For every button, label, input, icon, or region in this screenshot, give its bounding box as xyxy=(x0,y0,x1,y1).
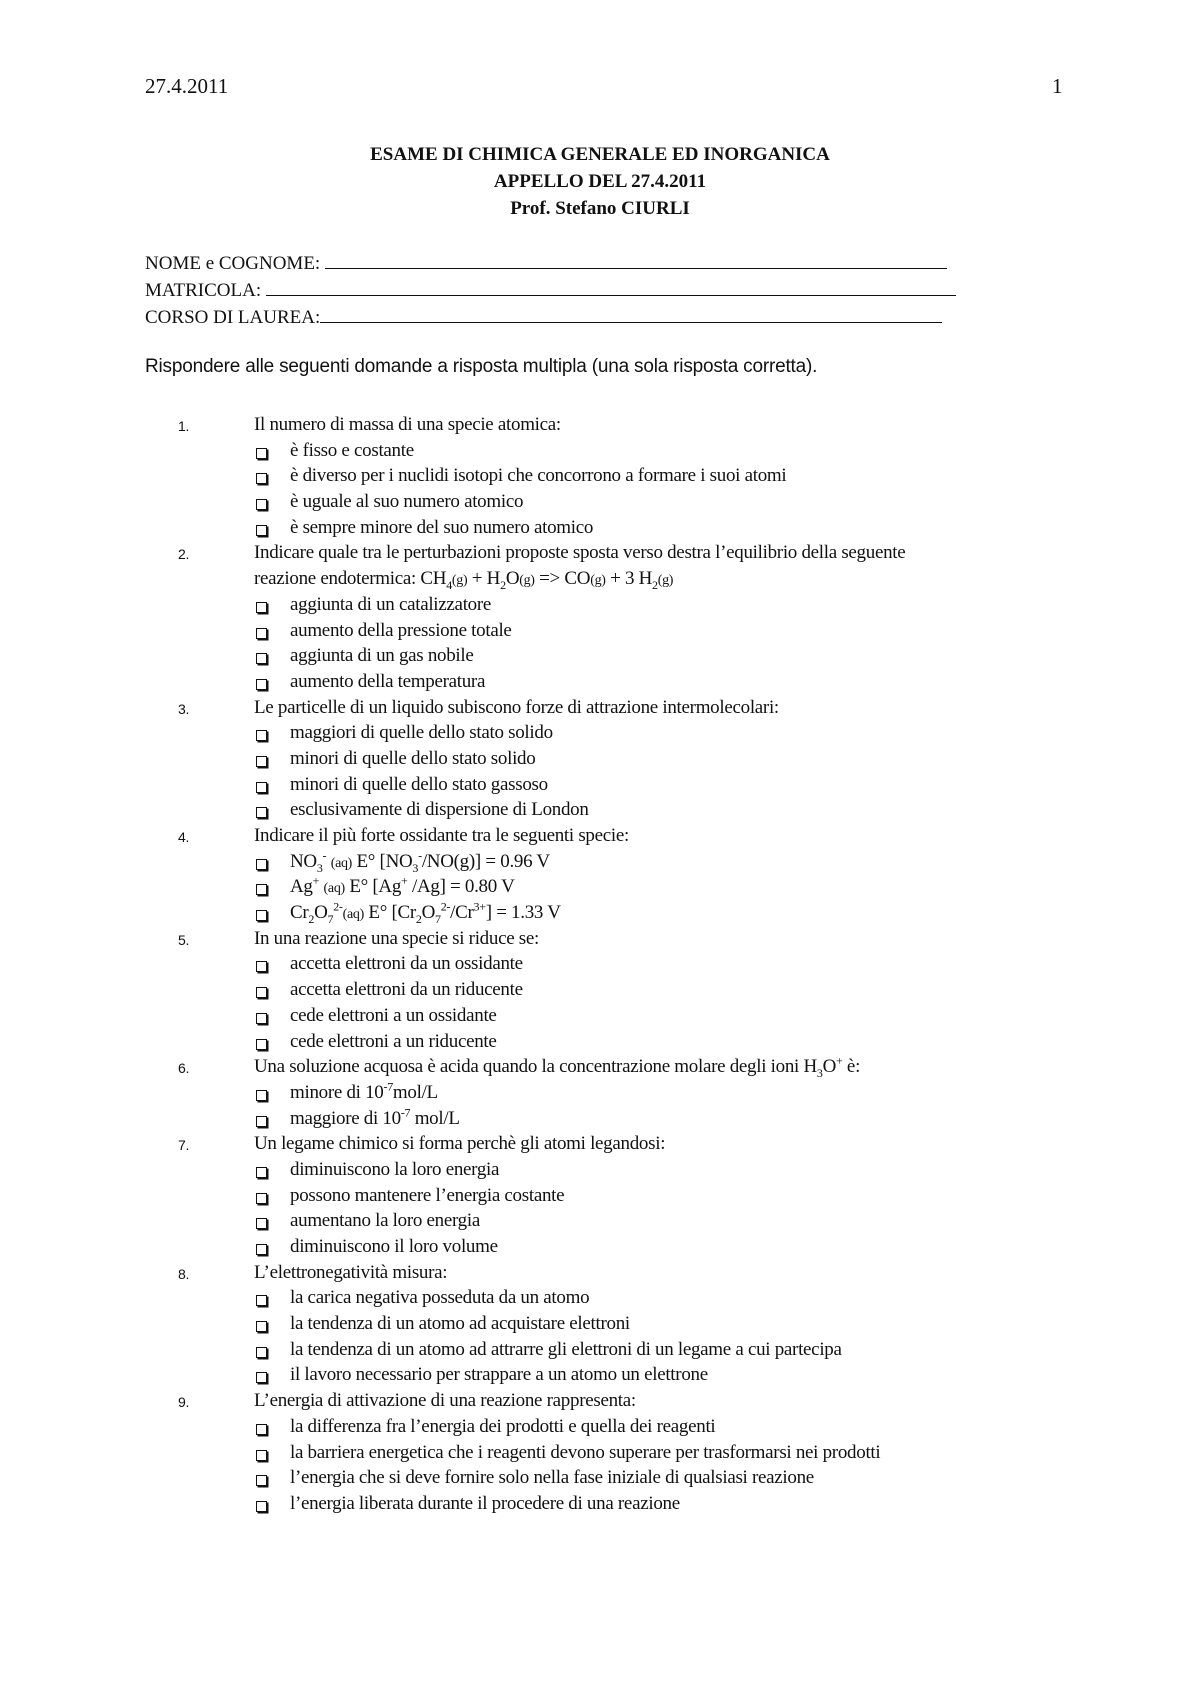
name-field[interactable] xyxy=(145,250,947,277)
answer-option[interactable] xyxy=(0,1493,1200,1519)
checkbox-icon[interactable] xyxy=(256,1039,267,1050)
answer-option-text: minore di $10^{-7}mol/L$ xyxy=(290,1079,438,1103)
answer-option-text: la differenza fra l’energia dei prodotti e quella dei reagenti xyxy=(290,1415,716,1437)
checkbox-icon[interactable] xyxy=(256,987,267,998)
question-text: Una soluzione acquosa è acida quando la concentrazione molare degli ioni $H_3O^+$ è: xyxy=(254,1053,861,1080)
instructions: Rispondere alle seguenti domande a risposta multipla (una sola risposta corretta). xyxy=(145,356,818,377)
exam-session: APPELLO DEL 27.4.2011 xyxy=(493,171,707,192)
answer-option-text: maggiore di $10^{-7}$ mol/L xyxy=(290,1105,460,1129)
answer-option-text: accetta elettroni da un ossidante xyxy=(290,953,523,975)
answer-option[interactable] xyxy=(0,1313,1200,1339)
answer-option-text: $NO_3^-$ (aq) E° $[NO_3^-/NO(g)] = 0.96$ V xyxy=(290,848,550,875)
answer-option[interactable] xyxy=(0,1467,1200,1493)
question-7 xyxy=(0,1133,1200,1159)
question-1 xyxy=(0,414,1200,440)
answer-option-text: cede elettroni a un ossidante xyxy=(290,1004,497,1026)
question-text: In una reazione una specie si riduce se: xyxy=(254,927,540,949)
answer-option[interactable] xyxy=(0,491,1200,517)
question-5 xyxy=(0,928,1200,954)
answer-option[interactable] xyxy=(0,1031,1200,1057)
checkbox-icon[interactable] xyxy=(256,859,267,870)
answer-option-text: è diverso per i nuclidi isotopi che concorrono a formare i suoi atomi xyxy=(290,465,787,487)
answer-option[interactable] xyxy=(0,748,1200,774)
checkbox-icon[interactable] xyxy=(256,499,267,510)
question-text: Indicare il più forte ossidante tra le seguenti specie: xyxy=(254,825,629,846)
answer-option[interactable] xyxy=(0,1339,1200,1365)
answer-option-text: la barriera energetica che i reagenti devono superare per trasformarsi nei prodotti xyxy=(290,1441,881,1463)
checkbox-icon[interactable] xyxy=(256,1244,267,1255)
answer-option[interactable] xyxy=(0,1416,1200,1442)
checkbox-icon[interactable] xyxy=(256,679,267,690)
answer-option-text: diminuiscono la loro energia xyxy=(290,1158,500,1180)
checkbox-icon[interactable] xyxy=(256,910,267,921)
answer-option[interactable] xyxy=(0,1210,1200,1236)
question-number: 7. xyxy=(178,1137,190,1154)
question-number: 3. xyxy=(178,700,190,717)
checkbox-icon[interactable] xyxy=(256,602,267,613)
answer-option[interactable] xyxy=(0,465,1200,491)
checkbox-icon[interactable] xyxy=(256,884,267,895)
checkbox-icon[interactable] xyxy=(256,756,267,767)
answer-option[interactable] xyxy=(0,645,1200,671)
answer-option[interactable] xyxy=(0,1105,1200,1134)
question-text: Indicare quale tra le perturbazioni proposte sposta verso destra l’equilibrio della seguente xyxy=(254,542,906,564)
answer-option[interactable] xyxy=(0,1442,1200,1468)
answer-option-text: aggiunta di un gas nobile xyxy=(290,645,474,667)
question-text-continued xyxy=(0,568,1200,594)
checkbox-icon[interactable] xyxy=(256,1321,267,1332)
answer-option-text: aumentano la loro energia xyxy=(290,1210,480,1232)
question-number: 2. xyxy=(178,546,190,563)
answer-option[interactable] xyxy=(0,979,1200,1005)
answer-option[interactable] xyxy=(0,1159,1200,1185)
student-id-field[interactable] xyxy=(145,277,956,304)
checkbox-icon[interactable] xyxy=(256,782,267,793)
answer-option-text: aggiunta di un catalizzatore xyxy=(290,593,492,615)
question-2 xyxy=(0,542,1200,568)
answer-option-text: l’energia liberata durante il procedere di una reazione xyxy=(290,1492,680,1514)
question-text: Il numero di massa di una specie atomica: xyxy=(254,414,561,435)
question-number: 9. xyxy=(178,1394,190,1411)
question-number: 1. xyxy=(178,418,190,434)
checkbox-icon[interactable] xyxy=(256,1295,267,1306)
name-field-label: NOME e COGNOME: xyxy=(145,253,325,274)
question-number: 6. xyxy=(178,1060,190,1077)
checkbox-icon[interactable] xyxy=(256,807,267,818)
answer-option[interactable] xyxy=(0,1287,1200,1313)
checkbox-icon[interactable] xyxy=(256,1501,267,1512)
answer-option-text: esclusivamente di dispersione di London xyxy=(290,799,589,821)
question-9 xyxy=(0,1390,1200,1416)
checkbox-icon[interactable] xyxy=(256,1013,267,1024)
checkbox-icon[interactable] xyxy=(256,1475,267,1486)
answer-option-text: la tendenza di un atomo ad attrarre gli elettroni di un legame a cui partecipa xyxy=(290,1338,842,1360)
checkbox-icon[interactable] xyxy=(256,1424,267,1435)
answer-option[interactable] xyxy=(0,953,1200,979)
answer-option-text: aumento della temperatura xyxy=(290,670,486,692)
name-field-line xyxy=(325,251,947,269)
checkbox-icon[interactable] xyxy=(256,653,267,664)
question-text: Un legame chimico si forma perchè gli atomi legandosi: xyxy=(254,1133,666,1155)
page-number: 1 xyxy=(1052,74,1063,98)
answer-option[interactable] xyxy=(0,1364,1200,1390)
header-date: 27.4.2011 xyxy=(145,74,229,98)
answer-option-text: la carica negativa posseduta da un atomo xyxy=(290,1287,590,1309)
answer-option-text: cede elettroni a un riducente xyxy=(290,1030,497,1052)
checkbox-icon[interactable] xyxy=(256,1347,267,1358)
answer-option[interactable] xyxy=(0,1185,1200,1211)
question-text-line: reazione endotermica: $CH_4(g) + H_2O(g) => CO(g) + 3$ $H_2(g)$ xyxy=(254,568,674,592)
answer-option-text: minori di quelle dello stato gassoso xyxy=(290,773,548,795)
checkbox-icon[interactable] xyxy=(256,1090,267,1101)
answer-option-text: è fisso e costante xyxy=(290,439,414,461)
checkbox-icon[interactable] xyxy=(256,730,267,741)
checkbox-icon[interactable] xyxy=(256,1116,267,1127)
checkbox-icon[interactable] xyxy=(256,1218,267,1229)
exam-title: ESAME DI CHIMICA GENERALE ED INORGANICA xyxy=(370,144,830,165)
question-text: Le particelle di un liquido subiscono forze di attrazione intermolecolari: xyxy=(254,696,779,718)
checkbox-icon[interactable] xyxy=(256,1167,267,1178)
answer-option-text: l’energia che si deve fornire solo nella fase iniziale di qualsiasi reazione xyxy=(290,1467,814,1489)
question-3 xyxy=(0,697,1200,723)
checkbox-icon[interactable] xyxy=(256,961,267,972)
answer-option-text: accetta elettroni da un riducente xyxy=(290,979,523,1001)
checkbox-icon[interactable] xyxy=(256,1450,267,1461)
degree-course-field[interactable] xyxy=(145,304,942,331)
degree-course-field-label: CORSO DI LAUREA: xyxy=(145,307,321,328)
degree-course-field-line xyxy=(320,305,942,323)
student-id-field-line xyxy=(266,278,956,296)
answer-option-text: Ag+ (aq) E° [Ag+ /Ag] = 0.80 V xyxy=(290,874,515,898)
answer-option[interactable] xyxy=(0,1079,1200,1108)
professor-name: Prof. Stefano CIURLI xyxy=(510,198,690,219)
answer-option[interactable] xyxy=(0,899,1200,928)
answer-option-text: è sempre minore del suo numero atomico xyxy=(290,516,594,538)
answer-option[interactable] xyxy=(0,848,1200,877)
question-number: 4. xyxy=(178,829,190,845)
question-8 xyxy=(0,1262,1200,1288)
checkbox-icon[interactable] xyxy=(256,1372,267,1383)
checkbox-icon[interactable] xyxy=(256,448,267,459)
answer-option[interactable] xyxy=(0,774,1200,800)
answer-option[interactable] xyxy=(0,517,1200,543)
checkbox-icon[interactable] xyxy=(256,525,267,536)
answer-option[interactable] xyxy=(0,1005,1200,1031)
answer-option-text: minori di quelle dello stato solido xyxy=(290,747,536,769)
answer-option-text: è uguale al suo numero atomico xyxy=(290,491,524,513)
checkbox-icon[interactable] xyxy=(256,1193,267,1204)
answer-option-text: maggiori di quelle dello stato solido xyxy=(290,722,553,744)
answer-option-text: $Cr_2O_7^{2-}(aq)$ E° $[Cr_2O_7^{2-}/Cr^{3+}] = 1.33$ V xyxy=(290,899,561,926)
answer-option[interactable] xyxy=(0,722,1200,748)
question-text: L’elettronegatività misura: xyxy=(254,1261,448,1283)
answer-option-text: aumento della pressione totale xyxy=(290,619,512,641)
answer-option[interactable] xyxy=(0,671,1200,697)
checkbox-icon[interactable] xyxy=(256,628,267,639)
answer-option-text: il lavoro necessario per strappare a un atomo un elettrone xyxy=(290,1364,708,1386)
answer-option[interactable] xyxy=(0,594,1200,620)
question-4 xyxy=(0,825,1200,851)
question-number: 5. xyxy=(178,931,190,948)
answer-option-text: la tendenza di un atomo ad acquistare elettroni xyxy=(290,1313,630,1335)
student-id-field-label: MATRICOLA: xyxy=(145,280,266,301)
question-list xyxy=(0,414,1200,1519)
question-text: L’energia di attivazione di una reazione rappresenta: xyxy=(254,1390,636,1412)
answer-option[interactable] xyxy=(0,620,1200,646)
answer-option[interactable] xyxy=(0,440,1200,466)
answer-option[interactable] xyxy=(0,1236,1200,1262)
answer-option-text: possono mantenere l’energia costante xyxy=(290,1184,565,1206)
answer-option-text: diminuiscono il loro volume xyxy=(290,1236,498,1257)
question-6 xyxy=(0,1053,1200,1082)
answer-option[interactable] xyxy=(0,876,1200,902)
question-number: 8. xyxy=(178,1265,190,1282)
answer-option[interactable] xyxy=(0,799,1200,825)
checkbox-icon[interactable] xyxy=(256,473,267,484)
